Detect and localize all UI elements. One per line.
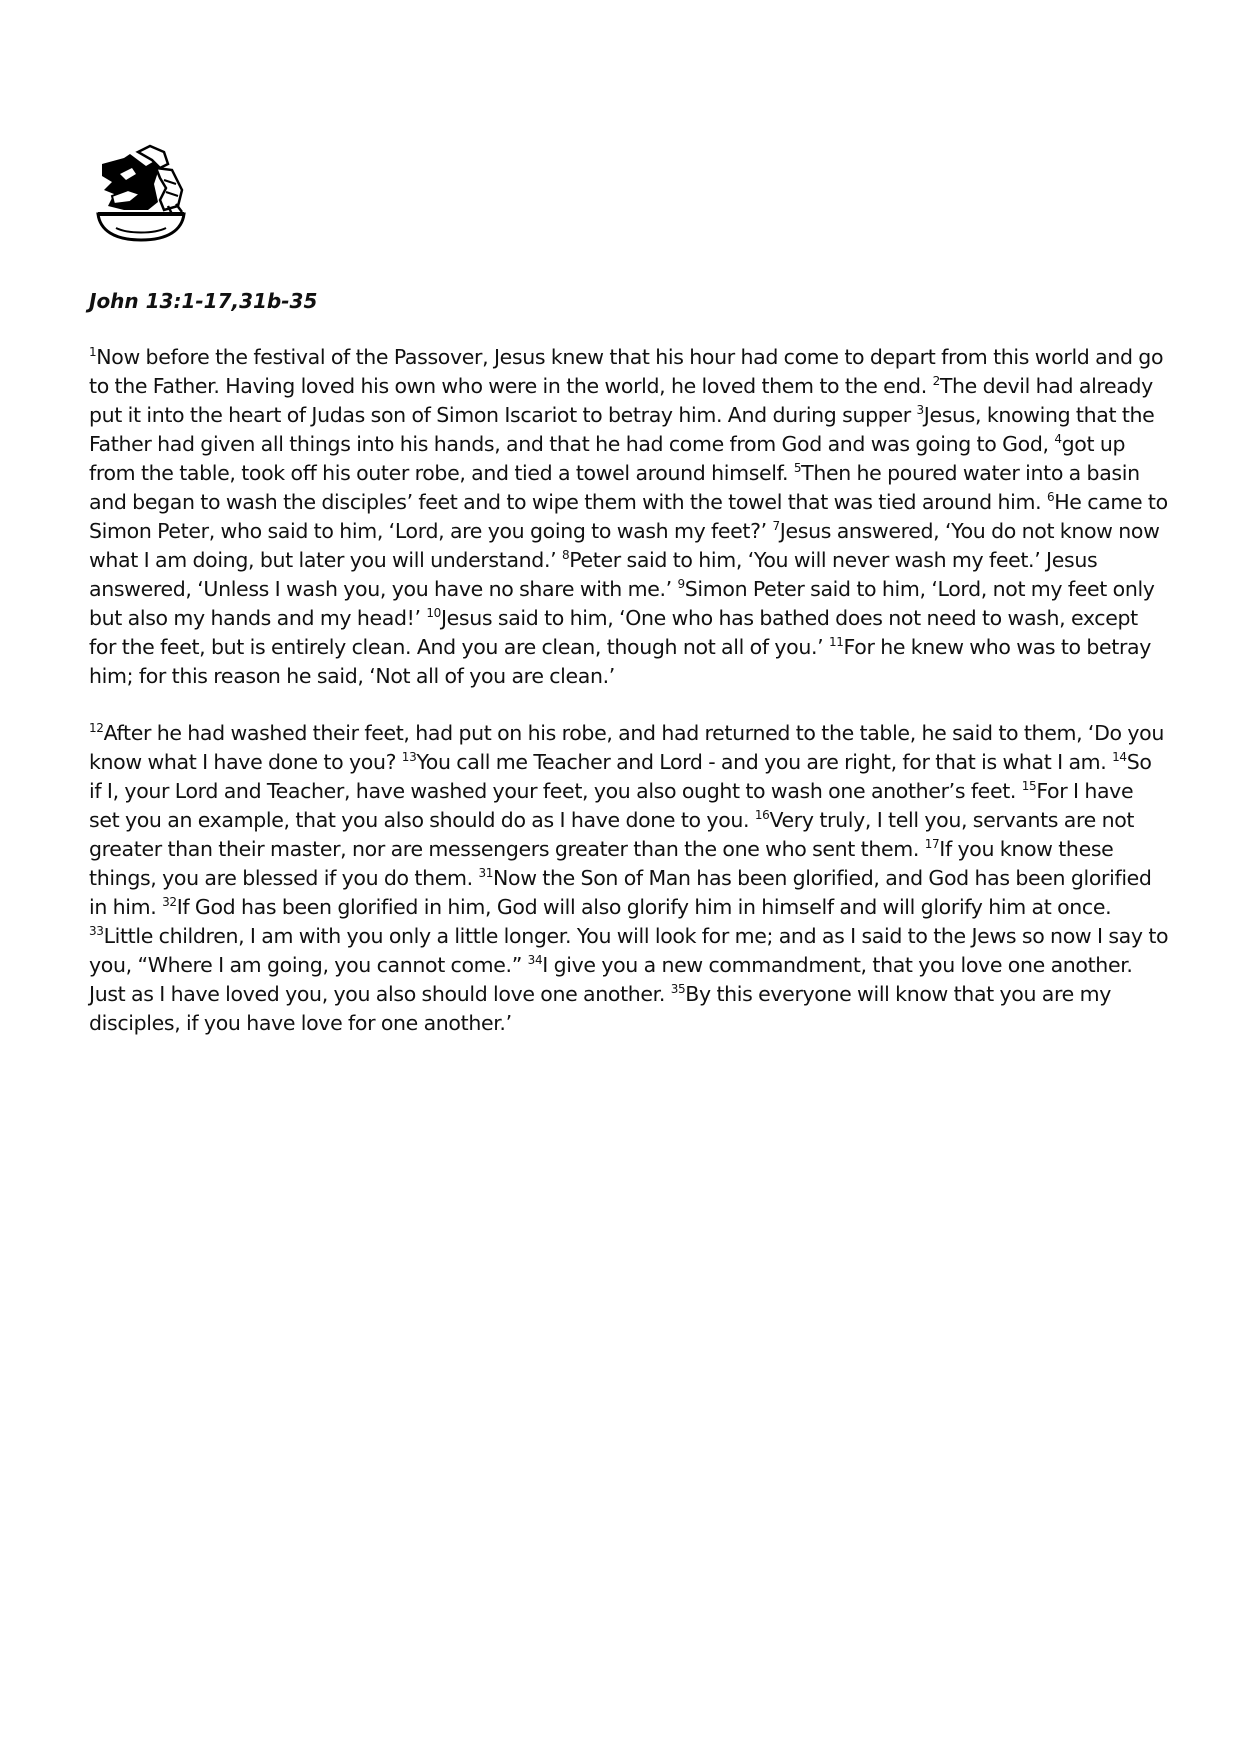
verse-text: got up from the table, took off his outer robe, and tied a towel around himself. [89,432,1126,485]
verse-text: After he had washed their feet, had put on his robe, and had returned to the table, he said to them, ‘Do you know what I have done to you? [89,721,1164,774]
verse-number: 2 [932,374,940,388]
verse-number: 9 [677,577,685,591]
verse-number: 7 [772,519,780,533]
verse-text: Simon Peter said to him, ‘Lord, not my feet only but also my hands and my head!’ [89,577,1155,630]
verse-number: 6 [1046,490,1055,504]
verse-number: 13 [401,750,417,764]
verse-number: 15 [1021,779,1037,793]
verse-text: Jesus said to him, ‘One who has bathed does not need to wash, except for the feet, but is entirely clean. And you are clean, though not all of you.’ [89,606,1138,659]
foot-washing-icon [94,144,190,256]
verse-text: Peter said to him, ‘You will never wash my feet.’ Jesus answered, ‘Unless I wash you, you have no share with me.’ [89,548,1098,601]
verse-number: 1 [89,345,97,359]
verse-text: The devil had already put it into the heart of Judas son of Simon Iscariot to betray him. And during supper [89,374,1153,427]
verse-number: 8 [561,548,570,562]
verse-number: 33 [89,924,104,938]
verse-text: I give you a new commandment, that you love one another. Just as I have loved you, you also should love one another. [89,953,1133,1006]
verse-number: 11 [828,635,844,649]
verse-text: Now before the festival of the Passover, Jesus knew that his hour had come to depart from this world and go to the Father. Having loved his own who were in the world, he loved them to the end. [89,345,1164,398]
verse-number: 32 [162,895,177,909]
verse-text: He came to Simon Peter, who said to him, ‘Lord, are you going to wash my feet?’ [89,490,1168,543]
passage-body [89,343,1169,1066]
verse-number: 5 [793,461,802,475]
verse-number: 34 [527,953,543,967]
verse-text: For I have set you an example, that you also should do as I have done to you. [89,779,1134,832]
verse-text: You call me Teacher and Lord - and you are right, for that is what I am. [416,750,1113,774]
verse-number: 12 [89,721,104,735]
verse-number: 3 [916,403,924,417]
verse-number: 35 [670,982,686,996]
verse-text: If God has been glorified in him, God will also glorify him in himself and will glorify him at once. [176,895,1112,919]
verse-number: 4 [1054,432,1062,446]
verse-text: Very truly, I tell you, servants are not greater than their master, nor are messengers greater than the one who sent them. [89,808,1135,861]
verse-text: If you know these things, you are blessed if you do them. [89,837,1114,890]
verse-number: 16 [754,808,770,822]
verse-number: 31 [478,866,494,880]
verse-number: 14 [1112,750,1127,764]
verse-text: So if I, your Lord and Teacher, have washed your feet, you also ought to wash one another’s feet. [89,750,1152,803]
verse-text: Now the Son of Man has been glorified, and God has been glorified in him. [89,866,1152,919]
verse-number: 17 [924,837,940,851]
paragraph [89,719,1169,1038]
verse-text: For he knew who was to betray him; for this reason he said, ‘Not all of you are clean.’ [89,635,1152,688]
paragraph [89,343,1169,691]
verse-text: Little children, I am with you only a little longer. You will look for me; and as I said to the Jews so now I say to you, “Where I am going, you cannot come.” [89,924,1169,977]
verse-text: Jesus answered, ‘You do not know now what I am doing, but later you will understand.’ [89,519,1160,572]
verse-text: Jesus, knowing that the Father had given all things into his hands, and that he had come from God and was going to God, [89,403,1155,456]
verse-text: By this everyone will know that you are my disciples, if you have love for one another.’ [89,982,1111,1035]
passage-title: John 13:1-17,31b-35 [89,289,318,313]
verse-number: 10 [426,606,441,620]
verse-text: Then he poured water into a basin and began to wash the disciples’ feet and to wipe them with the towel that was tied around him. [89,461,1140,514]
